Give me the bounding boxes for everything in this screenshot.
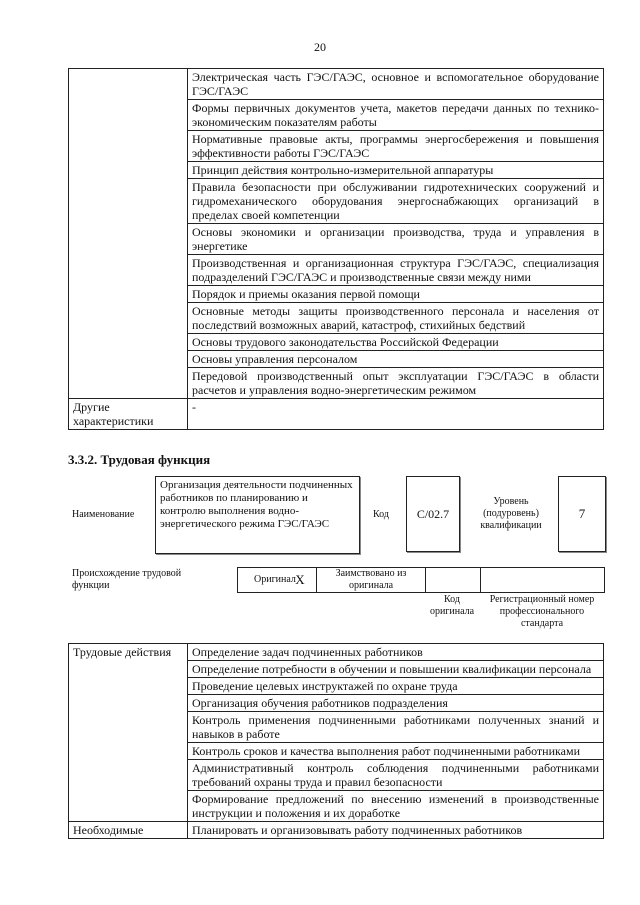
registration-number-caption: Регистрационный номер профессионального стандарта (489, 594, 595, 629)
name-label: Наименование (72, 509, 135, 520)
table-cell: Определение задач подчиненных работников (188, 644, 604, 661)
origin-label: Происхождение трудовой функции (72, 568, 182, 591)
table-cell: Формы первичных документов учета, макетов передачи данных по технико-экономическим показателям работы (188, 100, 604, 131)
function-name-box: Организация деятельности подчиненных работников по планированию и контролю выполнения водно-энергетического режима ГЭС/ГАЭС (155, 476, 360, 554)
code-value-box: C/02.7 (406, 476, 460, 552)
table-cell: Основы управления персоналом (188, 351, 604, 368)
table-cell: Организация обучения работников подразделения (188, 695, 604, 712)
table-cell: Нормативные правовые акты, программы энергосбережения и повышения эффективности работы ГЭС/ГАЭС (188, 131, 604, 162)
table-cell: Проведение целевых инструктажей по охране труда (188, 678, 604, 695)
original-label: Оригинал (254, 574, 296, 585)
qualification-level-value-box: 7 (558, 476, 606, 552)
labor-actions-label: Трудовые действия (69, 644, 188, 822)
borrowed-label: Заимствовано из оригинала (335, 568, 407, 591)
code-original-caption: Код оригинала (429, 594, 475, 617)
table-cell: Электрическая часть ГЭС/ГАЭС, основное и вспомогательное оборудование ГЭС/ГАЭС (188, 69, 604, 100)
other-characteristics-label: Другие характеристики (69, 399, 188, 430)
original-mark: X (295, 572, 305, 587)
origin-row (237, 567, 605, 593)
labor-actions-table (68, 643, 604, 839)
section-heading: 3.3.2. Трудовая функция (68, 452, 211, 467)
table-cell: Планировать и организовывать работу подчиненных работников (188, 822, 604, 839)
table-row (69, 399, 604, 430)
table-row (69, 822, 604, 839)
table-cell: Принцип действия контрольно-измерительной аппаратуры (188, 162, 604, 179)
table-row (69, 69, 604, 100)
knowledge-table (68, 68, 604, 430)
page-number: 20 (314, 40, 326, 54)
table-cell: Основы трудового законодательства Российской Федерации (188, 334, 604, 351)
divider (425, 568, 426, 592)
other-characteristics-value: - (188, 399, 604, 430)
code-label: Код (373, 509, 389, 520)
table-cell: Определение потребности в обучении и повышении квалификации персонала (188, 661, 604, 678)
table-cell: Основы экономики и организации производства, труда и управления в энергетике (188, 224, 604, 255)
table-cell: Правила безопасности при обслуживании гидротехнических сооружений и гидромеханического оборудования энергоснабжающих организаций в пределах своей компетенции (188, 179, 604, 224)
divider (480, 568, 481, 592)
qualification-level-label: Уровень (подуровень) квалификации (480, 496, 542, 531)
table-cell: Административный контроль соблюдения подчиненными работниками требований охраны труда и правил безопасности (188, 760, 604, 791)
table-row (69, 644, 604, 661)
table-cell: Производственная и организационная структура ГЭС/ГАЭС, специализация подразделений ГЭС/ГАЭС и производственные связи между ними (188, 255, 604, 286)
row-label-empty (69, 69, 188, 399)
table-cell: Основные методы защиты производственного персонала и населения от последствий возможных аварий, катастроф, стихийных бедствий (188, 303, 604, 334)
table-cell: Порядок и приемы оказания первой помощи (188, 286, 604, 303)
table-cell: Контроль сроков и качества выполнения работ подчиненными работниками (188, 743, 604, 760)
table-cell: Передовой производственный опыт эксплуатации ГЭС/ГАЭС в области расчетов и управления водно-энергетическим режимом (188, 368, 604, 399)
required-skills-label: Необходимые (69, 822, 188, 839)
table-cell: Формирование предложений по внесению изменений в производственные инструкции и положения и их доработке (188, 791, 604, 822)
table-cell: Контроль применения подчиненными работниками полученных знаний и навыков в работе (188, 712, 604, 743)
divider (316, 568, 317, 592)
